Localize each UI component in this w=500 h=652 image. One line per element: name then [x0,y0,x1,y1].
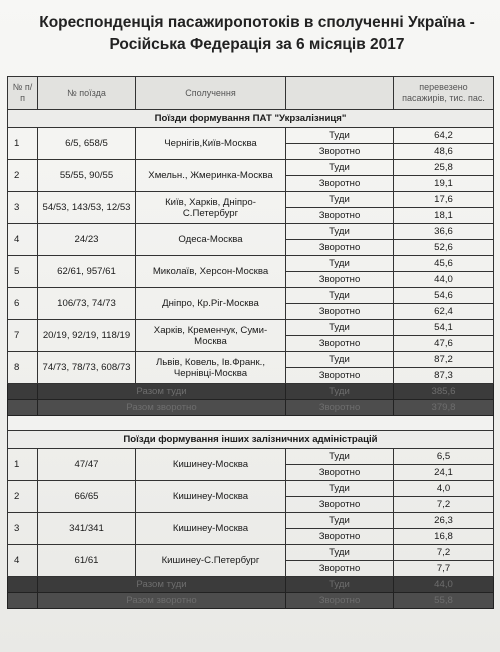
direction-back: Зворотно [286,529,394,545]
value-there: 54,6 [394,288,494,304]
route-name: Дніпро, Кр.Ріг-Москва [136,288,286,320]
passenger-flow-table [7,76,494,609]
total-spacer [8,384,38,400]
table-row [8,160,494,176]
direction-back: Зворотно [286,208,394,224]
route-name: Харків, Кременчук, Суми-Москва [136,320,286,352]
row-number: 1 [8,449,38,481]
route-name: Хмельн., Жмеринка-Москва [136,160,286,192]
section-gap [8,416,494,431]
total-back-value: 379,8 [394,400,494,416]
row-number: 6 [8,288,38,320]
route-name: Кишинеу-С.Петербург [136,545,286,577]
header-num: № п/п [8,77,38,110]
value-there: 45,6 [394,256,494,272]
value-back: 87,3 [394,368,494,384]
total-back-label: Разом зворотно [38,400,286,416]
value-back: 47,6 [394,336,494,352]
train-number: 24/23 [38,224,136,256]
direction-back: Зворотно [286,368,394,384]
value-back: 18,1 [394,208,494,224]
train-number: 62/61, 957/61 [38,256,136,288]
table-row [8,481,494,497]
total-there-value: 385,6 [394,384,494,400]
value-there: 4,0 [394,481,494,497]
value-back: 16,8 [394,529,494,545]
direction-there: Туди [286,513,394,529]
value-back: 48,6 [394,144,494,160]
total-back-value: 55,8 [394,593,494,609]
row-number: 2 [8,160,38,192]
row-number: 1 [8,128,38,160]
train-number: 61/61 [38,545,136,577]
direction-there: Туди [286,192,394,208]
route-name: Львів, Ковель, Ів.Франк., Чернівці-Москва [136,352,286,384]
row-number: 3 [8,192,38,224]
train-number: 341/341 [38,513,136,545]
value-there: 25,8 [394,160,494,176]
total-spacer [8,593,38,609]
table-row [8,449,494,465]
train-number: 6/5, 658/5 [38,128,136,160]
total-there-row [8,577,494,593]
section-header-row [8,110,494,128]
direction-there: Туди [286,481,394,497]
direction-there: Туди [286,224,394,240]
value-back: 7,2 [394,497,494,513]
train-number: 106/73, 74/73 [38,288,136,320]
header-value: перевезено пасажирів, тис. пас. [394,77,494,110]
value-back: 24,1 [394,465,494,481]
row-number: 3 [8,513,38,545]
value-there: 54,1 [394,320,494,336]
route-name: Одеса-Москва [136,224,286,256]
train-number: 20/19, 92/19, 118/19 [38,320,136,352]
total-spacer [8,577,38,593]
direction-there: Туди [286,160,394,176]
route-name: Київ, Харків, Дніпро-С.Петербург [136,192,286,224]
total-there-label: Разом туди [38,384,286,400]
value-back: 52,6 [394,240,494,256]
route-name: Чернігів,Київ-Москва [136,128,286,160]
direction-back: Зворотно [286,336,394,352]
direction-there: Туди [286,288,394,304]
row-number: 7 [8,320,38,352]
value-back: 7,7 [394,561,494,577]
direction-back: Зворотно [286,304,394,320]
direction-there: Туди [286,449,394,465]
value-back: 44,0 [394,272,494,288]
route-name: Кишинеу-Москва [136,513,286,545]
header-route: Сполучення [136,77,286,110]
table-row [8,320,494,336]
total-spacer [8,400,38,416]
value-back: 19,1 [394,176,494,192]
direction-there: Туди [286,545,394,561]
table-row [8,224,494,240]
header-train: № поїзда [38,77,136,110]
table-row [8,256,494,272]
table-row [8,288,494,304]
table-row [8,513,494,529]
total-back-direction: Зворотно [286,400,394,416]
total-there-row [8,384,494,400]
total-back-row [8,593,494,609]
direction-there: Туди [286,320,394,336]
route-name: Кишинеу-Москва [136,449,286,481]
value-there: 7,2 [394,545,494,561]
total-there-value: 44,0 [394,577,494,593]
direction-there: Туди [286,352,394,368]
direction-back: Зворотно [286,561,394,577]
total-there-direction: Туди [286,384,394,400]
value-there: 17,6 [394,192,494,208]
gap-cell [8,416,494,431]
table-row [8,352,494,368]
train-number: 47/47 [38,449,136,481]
section-header-row [8,431,494,449]
table-row [8,545,494,561]
table-row [8,128,494,144]
table-header-row [8,77,494,110]
train-number: 55/55, 90/55 [38,160,136,192]
direction-back: Зворотно [286,465,394,481]
direction-back: Зворотно [286,240,394,256]
row-number: 2 [8,481,38,513]
train-number: 74/73, 78/73, 608/73 [38,352,136,384]
value-back: 62,4 [394,304,494,320]
route-name: Миколаїв, Херсон-Москва [136,256,286,288]
section-title: Поїзди формування інших залізничних адміністрацій [8,431,494,449]
row-number: 8 [8,352,38,384]
total-back-row [8,400,494,416]
value-there: 26,3 [394,513,494,529]
page-title: Кореспонденція пасажиропотоків в сполученні Україна - Російська Федерація за 6 місяців 2017 [39,14,475,53]
direction-there: Туди [286,128,394,144]
direction-back: Зворотно [286,176,394,192]
value-there: 36,6 [394,224,494,240]
value-there: 6,5 [394,449,494,465]
direction-back: Зворотно [286,272,394,288]
total-there-label: Разом туди [38,577,286,593]
total-back-direction: Зворотно [286,593,394,609]
value-there: 64,2 [394,128,494,144]
train-number: 54/53, 143/53, 12/53 [38,192,136,224]
train-number: 66/65 [38,481,136,513]
row-number: 4 [8,545,38,577]
header-direction [286,77,394,110]
row-number: 5 [8,256,38,288]
section-title: Поїзди формування ПАТ "Укрзалізниця" [8,110,494,128]
row-number: 4 [8,224,38,256]
direction-there: Туди [286,256,394,272]
route-name: Кишинеу-Москва [136,481,286,513]
direction-back: Зворотно [286,497,394,513]
total-there-direction: Туди [286,577,394,593]
value-there: 87,2 [394,352,494,368]
total-back-label: Разом зворотно [38,593,286,609]
direction-back: Зворотно [286,144,394,160]
table-row [8,192,494,208]
